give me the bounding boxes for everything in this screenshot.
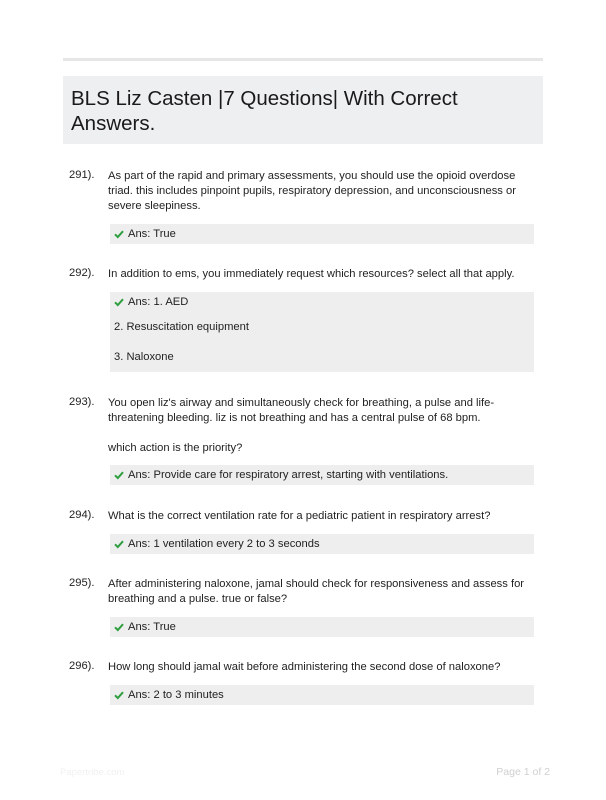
answer-line xyxy=(110,617,534,637)
question-number: 291). xyxy=(69,169,95,181)
answer-line xyxy=(110,312,534,342)
answer-box xyxy=(110,617,534,637)
answer-text: Ans: 1. AED xyxy=(128,295,189,308)
question-number: 294). xyxy=(69,509,95,521)
question-paragraph: You open liz's airway and simultaneously check for breathing, a pulse and life-threatening bleeding. liz is not breathing and has a central pulse of 68 bpm. xyxy=(108,397,495,425)
check-icon xyxy=(114,470,124,480)
question-paragraph: which action is the priority? xyxy=(108,442,243,455)
check-icon xyxy=(114,690,124,700)
question-text xyxy=(108,396,534,457)
answer-box xyxy=(110,292,534,372)
answer-text: 2. Resuscitation equipment xyxy=(114,320,249,333)
footer-brand: Papertribe.com xyxy=(60,767,125,778)
answer-line xyxy=(110,224,534,244)
answer-line xyxy=(110,685,534,705)
question-paragraph: In addition to ems, you immediately request which resources? select all that apply. xyxy=(108,268,515,280)
question-number: 295). xyxy=(69,577,95,589)
page-title: BLS Liz Casten |7 Questions| With Correct Answers. xyxy=(71,87,458,135)
question-text xyxy=(108,169,534,215)
answer-line xyxy=(110,292,534,312)
answer-line xyxy=(110,342,534,372)
top-rule xyxy=(63,58,543,61)
question-number: 292). xyxy=(69,267,95,279)
answer-text: 3. Naloxone xyxy=(114,350,174,363)
question-text xyxy=(108,509,534,524)
question-number: 296). xyxy=(69,660,95,672)
check-icon xyxy=(114,539,124,549)
answer-text: Ans: True xyxy=(128,620,176,633)
question-paragraph: What is the correct ventilation rate for a pediatric patient in respiratory arrest? xyxy=(108,510,491,522)
title-box xyxy=(63,76,543,144)
answer-text: Ans: True xyxy=(128,227,176,240)
page-indicator: Page 1 of 2 xyxy=(496,766,550,778)
answer-text: Ans: Provide care for respiratory arrest, starting with ventilations. xyxy=(128,468,449,481)
question-paragraph: As part of the rapid and primary assessments, you should use the opioid overdose triad. this includes pinpoint pupils, respiratory depression, and unconsciousness or severe sleepiness. xyxy=(108,170,516,213)
question-text xyxy=(108,267,534,282)
check-icon xyxy=(114,297,124,307)
question-text xyxy=(108,577,534,607)
answer-box xyxy=(110,224,534,244)
question-paragraph: After administering naloxone, jamal should check for responsiveness and assess for breathing and a pulse. true or false? xyxy=(108,578,525,606)
answer-line xyxy=(110,534,534,554)
question-number: 293). xyxy=(69,396,95,408)
answer-text: Ans: 1 ventilation every 2 to 3 seconds xyxy=(128,537,320,550)
answer-text: Ans: 2 to 3 minutes xyxy=(128,688,224,701)
check-icon xyxy=(114,229,124,239)
question-text xyxy=(108,660,534,675)
answer-box xyxy=(110,465,534,485)
check-icon xyxy=(114,622,124,632)
question-paragraph: How long should jamal wait before administering the second dose of naloxone? xyxy=(108,661,501,673)
answer-box xyxy=(110,534,534,554)
answer-line xyxy=(110,465,534,485)
answer-box xyxy=(110,685,534,705)
